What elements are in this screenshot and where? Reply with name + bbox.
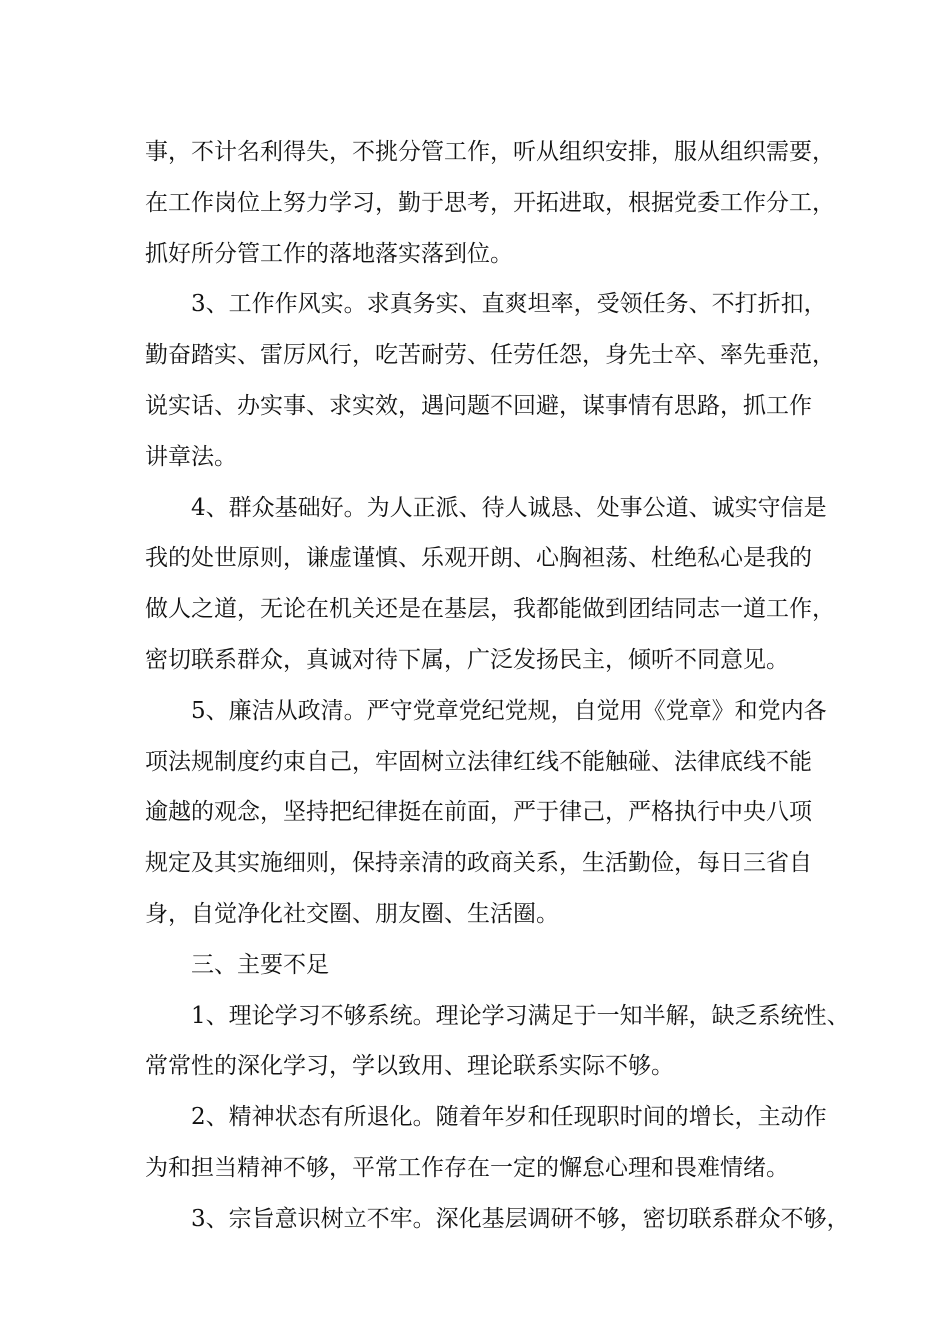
body-text [145,127,850,1245]
paragraph-start-line: 5、廉洁从政清。严守党章党纪党规，自觉用《党章》和党内各 [191,697,827,724]
text-line: 抓好所分管工作的落地落实落到位。 [145,240,513,267]
text-line: 规定及其实施细则，保持亲清的政商关系，生活勤俭，每日三省自 [145,850,812,877]
text-line: 讲章法。 [145,443,237,470]
paragraph-start-line: 4、群众基础好。为人正派、待人诚恳、处事公道、诚实守信是 [191,494,827,521]
text-line: 常常性的深化学习，学以致用、理论联系实际不够。 [145,1053,674,1080]
text-line: 在工作岗位上努力学习，勤于思考，开拓进取，根据党委工作分工， [145,189,835,216]
text-line: 说实话、办实事、求实效，遇问题不回避，谋事情有思路，抓工作 [145,392,812,419]
section-heading: 三、主要不足 [191,951,329,978]
text-line: 为和担当精神不够，平常工作存在一定的懈怠心理和畏难情绪。 [145,1154,789,1181]
text-line: 做人之道，无论在机关还是在基层，我都能做到团结同志一道工作， [145,596,835,623]
text-line: 事，不计名利得失，不挑分管工作，听从组织安排，服从组织需要， [145,139,835,165]
text-line: 密切联系群众，真诚对待下属，广泛发扬民主，倾听不同意见。 [145,646,789,673]
text-line: 逾越的观念，坚持把纪律挺在前面，严于律己，严格执行中央八项 [145,799,812,826]
paragraph-start-line: 1、理论学习不够系统。理论学习满足于一知半解，缺乏系统性、 [191,1002,850,1029]
text-line: 我的处世原则，谦虚谨慎、乐观开朗、心胸袒荡、杜绝私心是我的 [145,545,812,572]
paragraph-start-line: 2、精神状态有所退化。随着年岁和任现职时间的增长，主动作 [191,1104,827,1131]
text-line: 勤奋踏实、雷厉风行，吃苦耐劳、任劳任怨，身先士卒、率先垂范， [145,342,835,369]
text-line: 项法规制度约束自己，牢固树立法律红线不能触碰、法律底线不能 [145,748,812,775]
paragraph-start-line: 3、工作作风实。求真务实、直爽坦率，受领任务、不打折扣， [191,291,827,318]
text-line: 身，自觉净化社交圈、朋友圈、生活圈。 [145,900,559,927]
paragraph-start-line: 3、宗旨意识树立不牢。深化基层调研不够，密切联系群众不够， [191,1205,850,1232]
